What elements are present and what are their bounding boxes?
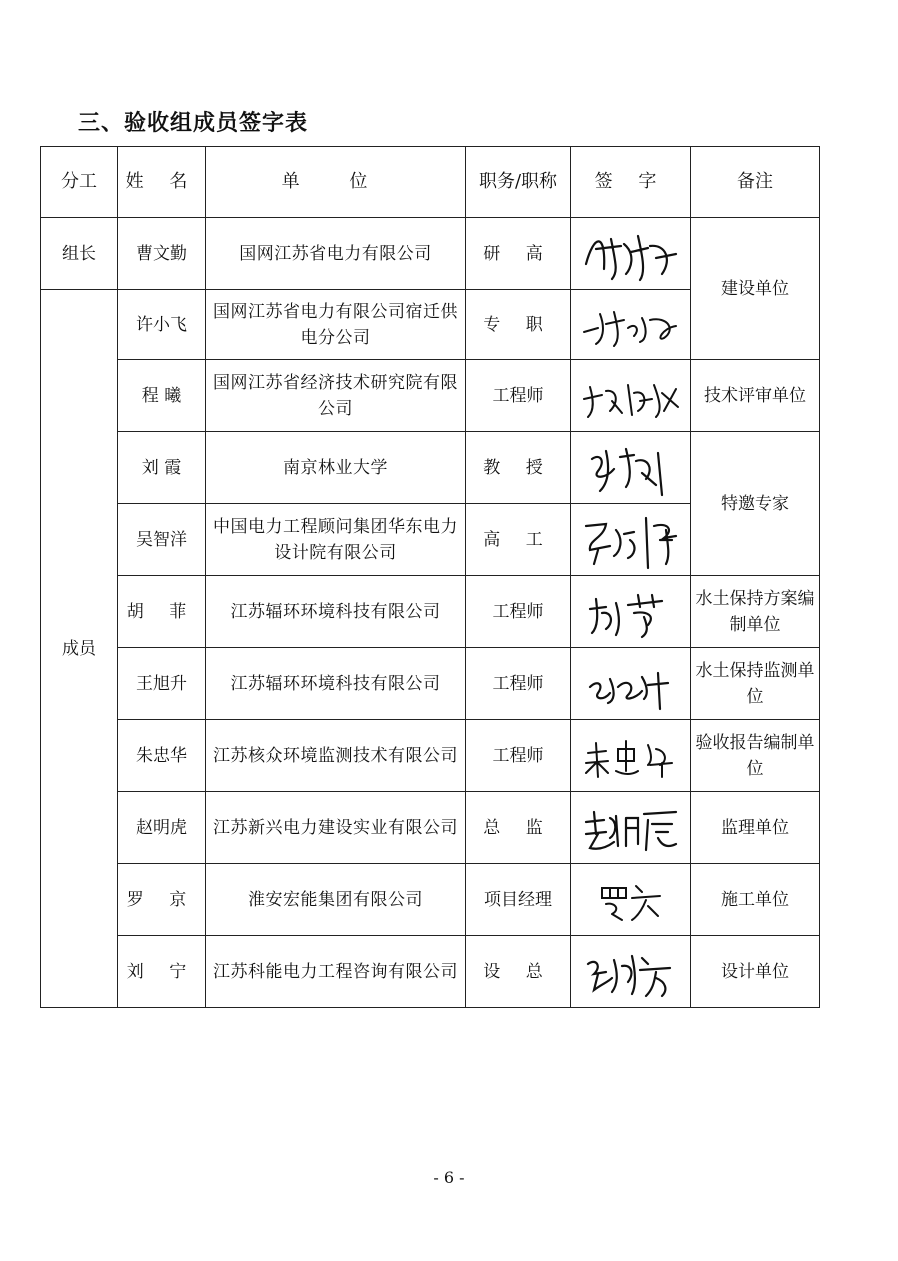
handwritten-signature	[576, 300, 686, 350]
member-name: 刘 霞	[118, 432, 206, 504]
handwritten-signature	[576, 224, 686, 284]
handwritten-signature	[576, 657, 686, 711]
header-position: 职务/职称	[466, 147, 571, 218]
handwritten-signature	[576, 944, 686, 1000]
table-row	[41, 792, 820, 864]
member-position: 研 高	[466, 218, 571, 290]
handwritten-signature	[576, 800, 686, 856]
signature-table	[40, 146, 820, 1008]
member-position: 高 工	[466, 504, 571, 576]
member-name: 刘 宁	[118, 936, 206, 1008]
member-position: 工程师	[466, 576, 571, 648]
member-signature	[571, 576, 691, 648]
table-row	[41, 576, 820, 648]
member-position: 教 授	[466, 432, 571, 504]
handwritten-signature	[576, 585, 686, 639]
remark-contractor: 施工单位	[691, 864, 820, 936]
member-unit: 国网江苏省电力有限公司	[206, 218, 466, 290]
member-position: 工程师	[466, 360, 571, 432]
member-signature	[571, 936, 691, 1008]
member-name: 赵明虎	[118, 792, 206, 864]
member-name: 朱忠华	[118, 720, 206, 792]
member-name: 胡 菲	[118, 576, 206, 648]
remark-tech-review: 技术评审单位	[691, 360, 820, 432]
member-position: 工程师	[466, 720, 571, 792]
member-unit: 江苏辐环环境科技有限公司	[206, 648, 466, 720]
member-position: 项目经理	[466, 864, 571, 936]
member-unit: 中国电力工程顾问集团华东电力设计院有限公司	[206, 504, 466, 576]
handwritten-signature	[576, 371, 686, 421]
member-signature	[571, 218, 691, 290]
remark-acceptance-report: 验收报告编制单位	[691, 720, 820, 792]
member-name: 许小飞	[118, 290, 206, 360]
table-row	[41, 432, 820, 504]
table-row	[41, 936, 820, 1008]
table-row	[41, 648, 820, 720]
member-position: 设 总	[466, 936, 571, 1008]
page-title: 三、验收组成员签字表	[78, 111, 309, 136]
member-name: 王旭升	[118, 648, 206, 720]
header-unit: 单 位	[206, 147, 466, 218]
header-name: 姓 名	[118, 147, 206, 218]
member-position: 工程师	[466, 648, 571, 720]
member-signature	[571, 792, 691, 864]
member-signature	[571, 720, 691, 792]
remark-soil-plan: 水土保持方案编制单位	[691, 576, 820, 648]
remark-construction-owner: 建设单位	[691, 218, 820, 360]
member-name: 曹文勤	[118, 218, 206, 290]
member-unit: 南京林业大学	[206, 432, 466, 504]
remark-soil-monitor: 水土保持监测单位	[691, 648, 820, 720]
header-role: 分工	[41, 147, 118, 218]
table-row	[41, 360, 820, 432]
member-unit: 江苏核众环境监测技术有限公司	[206, 720, 466, 792]
member-name: 罗 京	[118, 864, 206, 936]
table-row	[41, 864, 820, 936]
handwritten-signature	[576, 876, 686, 924]
member-unit: 国网江苏省经济技术研究院有限公司	[206, 360, 466, 432]
remark-invited-experts: 特邀专家	[691, 432, 820, 576]
member-signature	[571, 504, 691, 576]
page-number: - 6 -	[433, 1168, 465, 1187]
table-row	[41, 720, 820, 792]
member-signature	[571, 360, 691, 432]
table-header-row	[41, 147, 820, 218]
member-position: 专 职	[466, 290, 571, 360]
member-name: 吴智洋	[118, 504, 206, 576]
member-unit: 江苏科能电力工程咨询有限公司	[206, 936, 466, 1008]
member-signature	[571, 648, 691, 720]
header-remark: 备注	[691, 147, 820, 218]
member-unit: 江苏新兴电力建设实业有限公司	[206, 792, 466, 864]
member-unit: 江苏辐环环境科技有限公司	[206, 576, 466, 648]
handwritten-signature	[576, 510, 686, 570]
member-signature	[571, 864, 691, 936]
header-signature: 签 字	[571, 147, 691, 218]
member-position: 总 监	[466, 792, 571, 864]
member-signature	[571, 290, 691, 360]
handwritten-signature	[576, 439, 686, 497]
table-row	[41, 218, 820, 290]
member-signature	[571, 432, 691, 504]
group-leader-cell: 组长	[41, 218, 118, 290]
remark-designer: 设计单位	[691, 936, 820, 1008]
handwritten-signature	[576, 731, 686, 781]
remark-supervision: 监理单位	[691, 792, 820, 864]
member-unit: 淮安宏能集团有限公司	[206, 864, 466, 936]
member-name: 程 曦	[118, 360, 206, 432]
member-unit: 国网江苏省电力有限公司宿迁供电分公司	[206, 290, 466, 360]
group-member-cell: 成员	[41, 290, 118, 1008]
